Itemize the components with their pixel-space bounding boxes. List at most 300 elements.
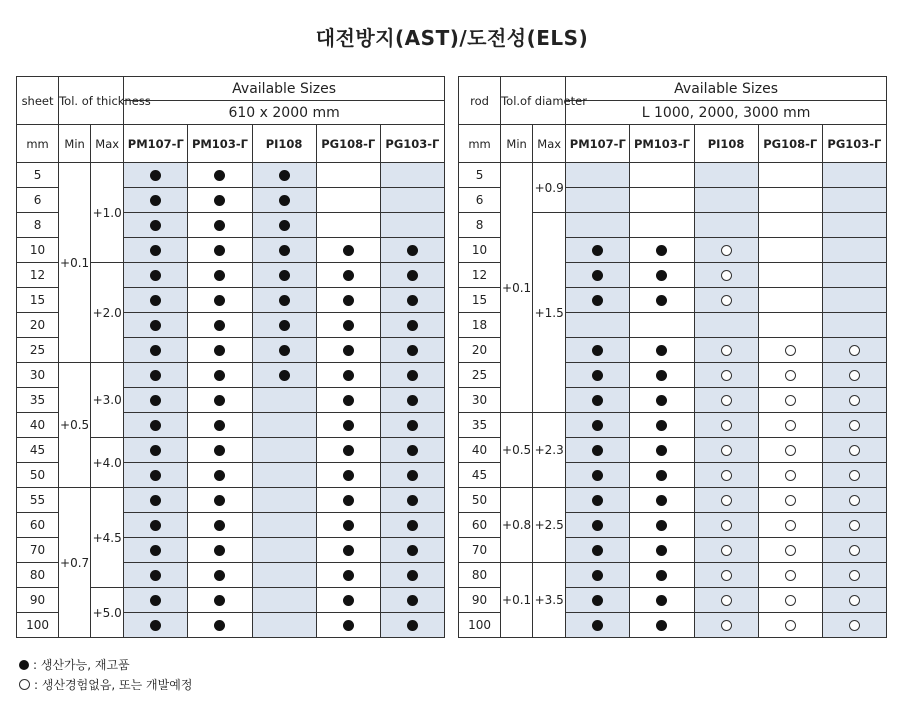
filled-circle-icon xyxy=(407,570,418,581)
availability-cell xyxy=(252,613,316,638)
availability-cell xyxy=(380,388,444,413)
filled-circle-icon xyxy=(407,295,418,306)
availability-cell xyxy=(694,388,758,413)
availability-cell xyxy=(630,563,694,588)
availability-cell xyxy=(124,538,188,563)
availability-cell xyxy=(188,288,252,313)
size-cell: 10 xyxy=(459,238,501,263)
availability-cell xyxy=(124,563,188,588)
filled-circle-icon xyxy=(407,595,418,606)
filled-circle-icon xyxy=(279,170,290,181)
filled-circle-icon xyxy=(150,170,161,181)
size-cell: 45 xyxy=(17,438,59,463)
availability-cell xyxy=(252,338,316,363)
min-tolerance-cell: +0.1 xyxy=(501,163,533,413)
product-header: PM107-Γ xyxy=(566,125,630,163)
availability-cell xyxy=(188,413,252,438)
availability-cell xyxy=(822,388,886,413)
availability-cell xyxy=(566,538,630,563)
max-tolerance-cell: +2.0 xyxy=(91,263,124,363)
availability-cell xyxy=(822,488,886,513)
availability-cell xyxy=(566,463,630,488)
availability-cell xyxy=(822,513,886,538)
open-circle-icon xyxy=(785,520,796,531)
availability-cell xyxy=(758,438,822,463)
availability-cell xyxy=(188,588,252,613)
min-tolerance-cell: +0.7 xyxy=(59,488,91,638)
availability-cell xyxy=(630,188,694,213)
availability-cell xyxy=(566,613,630,638)
table-row xyxy=(459,488,887,513)
availability-cell xyxy=(124,463,188,488)
filled-circle-icon xyxy=(279,270,290,281)
filled-circle-icon xyxy=(343,620,354,631)
filled-circle-icon xyxy=(343,545,354,556)
availability-cell xyxy=(822,563,886,588)
filled-circle-icon xyxy=(592,470,603,481)
availability-cell xyxy=(758,538,822,563)
filled-circle-icon xyxy=(279,195,290,206)
availability-cell xyxy=(124,413,188,438)
availability-cell xyxy=(188,388,252,413)
filled-circle-icon xyxy=(150,470,161,481)
product-header: PG108-Γ xyxy=(316,125,380,163)
open-circle-icon xyxy=(849,495,860,506)
legend-text: : 생산경험없음, 또는 개발예정 xyxy=(34,678,193,692)
availability-cell xyxy=(316,288,380,313)
size-cell: 45 xyxy=(459,463,501,488)
size-cell: 55 xyxy=(17,488,59,513)
availability-cell xyxy=(252,363,316,388)
availability-cell xyxy=(188,313,252,338)
availability-cell xyxy=(566,438,630,463)
availability-cell xyxy=(124,363,188,388)
size-cell: 70 xyxy=(459,538,501,563)
availability-cell xyxy=(124,613,188,638)
filled-circle-icon xyxy=(279,220,290,231)
availability-cell xyxy=(124,263,188,288)
rod-size-table xyxy=(458,76,887,638)
min-header: Min xyxy=(501,125,533,163)
availability-cell xyxy=(822,613,886,638)
availability-cell xyxy=(566,488,630,513)
size-cell: 6 xyxy=(459,188,501,213)
table-row xyxy=(17,163,445,188)
availability-cell xyxy=(252,438,316,463)
size-cell: 80 xyxy=(17,563,59,588)
filled-circle-icon xyxy=(592,345,603,356)
availability-cell xyxy=(316,588,380,613)
availability-cell xyxy=(380,213,444,238)
product-header: PG108-Γ xyxy=(758,125,822,163)
size-cell: 35 xyxy=(17,388,59,413)
size-cell: 10 xyxy=(17,238,59,263)
availability-cell xyxy=(566,413,630,438)
availability-cell xyxy=(124,213,188,238)
availability-cell xyxy=(188,488,252,513)
size-cell: 40 xyxy=(459,438,501,463)
availability-cell xyxy=(124,513,188,538)
size-cell: 30 xyxy=(17,363,59,388)
open-circle-icon xyxy=(721,345,732,356)
product-header: PG103-Γ xyxy=(822,125,886,163)
filled-circle-icon xyxy=(150,620,161,631)
open-circle-icon xyxy=(721,295,732,306)
availability-cell xyxy=(630,363,694,388)
id-header: sheet xyxy=(17,77,59,125)
tolerance-header: Tol. of thickness xyxy=(59,77,124,125)
availability-cell xyxy=(822,313,886,338)
availability-cell xyxy=(694,513,758,538)
filled-circle-icon xyxy=(214,470,225,481)
open-circle-icon xyxy=(785,345,796,356)
availability-cell xyxy=(124,238,188,263)
open-circle-icon xyxy=(849,620,860,631)
max-header: Max xyxy=(91,125,124,163)
max-tolerance-cell: +1.0 xyxy=(91,163,124,263)
available-sizes-header: Available Sizes xyxy=(566,77,887,101)
availability-cell xyxy=(822,413,886,438)
filled-circle-icon xyxy=(656,620,667,631)
table-row xyxy=(17,363,445,388)
filled-circle-icon xyxy=(592,595,603,606)
size-cell: 30 xyxy=(459,388,501,413)
open-circle-icon xyxy=(849,395,860,406)
available-sizes-header: Available Sizes xyxy=(124,77,445,101)
availability-cell xyxy=(380,538,444,563)
availability-cell xyxy=(124,338,188,363)
filled-circle-icon xyxy=(214,195,225,206)
availability-cell xyxy=(822,463,886,488)
filled-circle-icon xyxy=(150,270,161,281)
filled-circle-icon xyxy=(407,245,418,256)
availability-cell xyxy=(822,438,886,463)
filled-circle-icon xyxy=(150,445,161,456)
availability-cell xyxy=(566,513,630,538)
legend-item-available xyxy=(19,656,130,673)
availability-cell xyxy=(822,588,886,613)
max-tolerance-cell: +5.0 xyxy=(91,588,124,638)
table-row xyxy=(459,413,887,438)
open-circle-icon xyxy=(721,570,732,581)
availability-cell xyxy=(316,388,380,413)
availability-cell xyxy=(630,388,694,413)
size-cell: 5 xyxy=(459,163,501,188)
availability-cell xyxy=(630,338,694,363)
size-cell: 15 xyxy=(17,288,59,313)
open-circle-icon xyxy=(721,395,732,406)
open-circle-icon xyxy=(785,370,796,381)
filled-circle-icon xyxy=(656,520,667,531)
open-circle-icon xyxy=(785,620,796,631)
availability-cell xyxy=(188,238,252,263)
open-circle-icon xyxy=(785,395,796,406)
availability-cell xyxy=(380,288,444,313)
open-circle-icon xyxy=(785,495,796,506)
availability-cell xyxy=(566,188,630,213)
filled-circle-icon xyxy=(656,595,667,606)
product-header: PM103-Γ xyxy=(630,125,694,163)
filled-circle-icon xyxy=(407,520,418,531)
filled-circle-icon xyxy=(214,320,225,331)
filled-circle-icon xyxy=(214,620,225,631)
availability-cell xyxy=(188,463,252,488)
size-cell: 60 xyxy=(17,513,59,538)
availability-cell xyxy=(316,488,380,513)
availability-cell xyxy=(694,163,758,188)
availability-cell xyxy=(694,188,758,213)
availability-cell xyxy=(630,513,694,538)
open-circle-icon xyxy=(721,370,732,381)
availability-cell xyxy=(694,438,758,463)
filled-circle-icon xyxy=(407,320,418,331)
availability-cell xyxy=(124,188,188,213)
filled-circle-icon xyxy=(656,570,667,581)
size-cell: 40 xyxy=(17,413,59,438)
filled-circle-icon xyxy=(150,295,161,306)
filled-circle-icon xyxy=(592,520,603,531)
filled-circle-icon xyxy=(19,660,29,670)
filled-circle-icon xyxy=(343,245,354,256)
filled-circle-icon xyxy=(656,370,667,381)
size-cell: 8 xyxy=(17,213,59,238)
availability-cell xyxy=(694,313,758,338)
filled-circle-icon xyxy=(150,495,161,506)
open-circle-icon xyxy=(721,520,732,531)
filled-circle-icon xyxy=(150,320,161,331)
filled-circle-icon xyxy=(214,420,225,431)
filled-circle-icon xyxy=(592,545,603,556)
availability-cell xyxy=(316,538,380,563)
open-circle-icon xyxy=(849,345,860,356)
filled-circle-icon xyxy=(407,420,418,431)
filled-circle-icon xyxy=(214,520,225,531)
open-circle-icon xyxy=(849,370,860,381)
availability-cell xyxy=(252,213,316,238)
availability-cell xyxy=(252,288,316,313)
filled-circle-icon xyxy=(214,570,225,581)
availability-cell xyxy=(316,313,380,338)
filled-circle-icon xyxy=(407,495,418,506)
filled-circle-icon xyxy=(343,445,354,456)
product-header: PG103-Γ xyxy=(380,125,444,163)
filled-circle-icon xyxy=(343,345,354,356)
filled-circle-icon xyxy=(343,570,354,581)
availability-cell xyxy=(758,363,822,388)
filled-circle-icon xyxy=(214,370,225,381)
availability-cell xyxy=(758,263,822,288)
availability-cell xyxy=(822,338,886,363)
filled-circle-icon xyxy=(592,270,603,281)
availability-cell xyxy=(380,363,444,388)
filled-circle-icon xyxy=(214,345,225,356)
availability-cell xyxy=(630,613,694,638)
filled-circle-icon xyxy=(343,370,354,381)
availability-cell xyxy=(316,613,380,638)
availability-cell xyxy=(758,513,822,538)
availability-cell xyxy=(566,588,630,613)
availability-cell xyxy=(188,338,252,363)
filled-circle-icon xyxy=(656,445,667,456)
filled-circle-icon xyxy=(592,420,603,431)
filled-circle-icon xyxy=(656,345,667,356)
availability-cell xyxy=(758,313,822,338)
filled-circle-icon xyxy=(214,295,225,306)
availability-cell xyxy=(758,588,822,613)
open-circle-icon xyxy=(849,420,860,431)
availability-cell xyxy=(566,563,630,588)
open-circle-icon xyxy=(849,545,860,556)
max-tolerance-cell: +2.3 xyxy=(533,413,566,488)
availability-cell xyxy=(566,388,630,413)
filled-circle-icon xyxy=(407,620,418,631)
sheet-size-table xyxy=(16,76,445,638)
availability-cell xyxy=(252,563,316,588)
size-cell: 60 xyxy=(459,513,501,538)
max-tolerance-cell: +3.5 xyxy=(533,563,566,638)
availability-cell xyxy=(124,488,188,513)
availability-cell xyxy=(694,563,758,588)
filled-circle-icon xyxy=(407,370,418,381)
availability-cell xyxy=(758,213,822,238)
page-title: 대전방지(AST)/도전성(ELS) xyxy=(315,26,589,50)
availability-cell xyxy=(188,213,252,238)
filled-circle-icon xyxy=(656,545,667,556)
size-cell: 35 xyxy=(459,413,501,438)
size-cell: 100 xyxy=(459,613,501,638)
filled-circle-icon xyxy=(407,395,418,406)
unit-header: mm xyxy=(459,125,501,163)
filled-circle-icon xyxy=(214,495,225,506)
size-cell: 25 xyxy=(17,338,59,363)
header-row xyxy=(17,125,445,163)
availability-cell xyxy=(380,463,444,488)
availability-cell xyxy=(630,313,694,338)
unit-header: mm xyxy=(17,125,59,163)
availability-cell xyxy=(380,313,444,338)
availability-cell xyxy=(758,163,822,188)
availability-cell xyxy=(252,488,316,513)
legend-item-planned xyxy=(19,676,192,693)
filled-circle-icon xyxy=(592,620,603,631)
availability-cell xyxy=(252,263,316,288)
size-cell: 8 xyxy=(459,213,501,238)
open-circle-icon xyxy=(785,445,796,456)
open-circle-icon xyxy=(721,420,732,431)
availability-cell xyxy=(188,513,252,538)
availability-cell xyxy=(822,163,886,188)
availability-cell xyxy=(822,238,886,263)
filled-circle-icon xyxy=(279,295,290,306)
open-circle-icon xyxy=(785,570,796,581)
max-tolerance-cell: +0.9 xyxy=(533,163,566,213)
availability-cell xyxy=(694,238,758,263)
filled-circle-icon xyxy=(279,320,290,331)
table-row xyxy=(459,163,887,188)
availability-cell xyxy=(694,363,758,388)
availability-cell xyxy=(758,188,822,213)
open-circle-icon xyxy=(849,595,860,606)
open-circle-icon xyxy=(721,270,732,281)
availability-cell xyxy=(630,538,694,563)
availability-cell xyxy=(188,563,252,588)
availability-cell xyxy=(316,338,380,363)
availability-cell xyxy=(124,163,188,188)
filled-circle-icon xyxy=(150,520,161,531)
availability-cell xyxy=(630,288,694,313)
size-cell: 50 xyxy=(17,463,59,488)
availability-cell xyxy=(316,513,380,538)
filled-circle-icon xyxy=(214,220,225,231)
availability-cell xyxy=(124,288,188,313)
availability-cell xyxy=(694,463,758,488)
filled-circle-icon xyxy=(150,395,161,406)
max-header: Max xyxy=(533,125,566,163)
open-circle-icon xyxy=(721,595,732,606)
filled-circle-icon xyxy=(214,595,225,606)
size-cell: 70 xyxy=(17,538,59,563)
availability-cell xyxy=(758,413,822,438)
availability-cell xyxy=(694,588,758,613)
availability-cell xyxy=(758,388,822,413)
availability-cell xyxy=(566,288,630,313)
availability-cell xyxy=(252,238,316,263)
filled-circle-icon xyxy=(656,395,667,406)
availability-cell xyxy=(758,463,822,488)
availability-cell xyxy=(252,313,316,338)
filled-circle-icon xyxy=(592,570,603,581)
filled-circle-icon xyxy=(150,195,161,206)
filled-circle-icon xyxy=(279,370,290,381)
product-header: PI108 xyxy=(252,125,316,163)
availability-cell xyxy=(630,488,694,513)
max-tolerance-cell: +4.0 xyxy=(91,438,124,488)
filled-circle-icon xyxy=(279,245,290,256)
availability-cell xyxy=(566,163,630,188)
availability-cell xyxy=(630,213,694,238)
max-tolerance-cell: +3.0 xyxy=(91,363,124,438)
filled-circle-icon xyxy=(214,545,225,556)
open-circle-icon xyxy=(19,679,30,690)
availability-cell xyxy=(124,313,188,338)
availability-cell xyxy=(316,363,380,388)
availability-cell xyxy=(188,188,252,213)
filled-circle-icon xyxy=(592,495,603,506)
availability-cell xyxy=(316,188,380,213)
availability-cell xyxy=(380,413,444,438)
id-header: rod xyxy=(459,77,501,125)
availability-cell xyxy=(630,163,694,188)
filled-circle-icon xyxy=(656,470,667,481)
size-cell: 15 xyxy=(459,288,501,313)
filled-circle-icon xyxy=(592,445,603,456)
open-circle-icon xyxy=(721,545,732,556)
header-row xyxy=(459,77,887,101)
filled-circle-icon xyxy=(279,345,290,356)
availability-cell xyxy=(316,213,380,238)
availability-cell xyxy=(694,488,758,513)
min-tolerance-cell: +0.1 xyxy=(59,163,91,363)
availability-cell xyxy=(316,163,380,188)
filled-circle-icon xyxy=(343,295,354,306)
min-tolerance-cell: +0.8 xyxy=(501,488,533,563)
availability-cell xyxy=(252,513,316,538)
filled-circle-icon xyxy=(214,170,225,181)
filled-circle-icon xyxy=(656,495,667,506)
filled-circle-icon xyxy=(343,420,354,431)
size-cell: 20 xyxy=(459,338,501,363)
open-circle-icon xyxy=(721,495,732,506)
